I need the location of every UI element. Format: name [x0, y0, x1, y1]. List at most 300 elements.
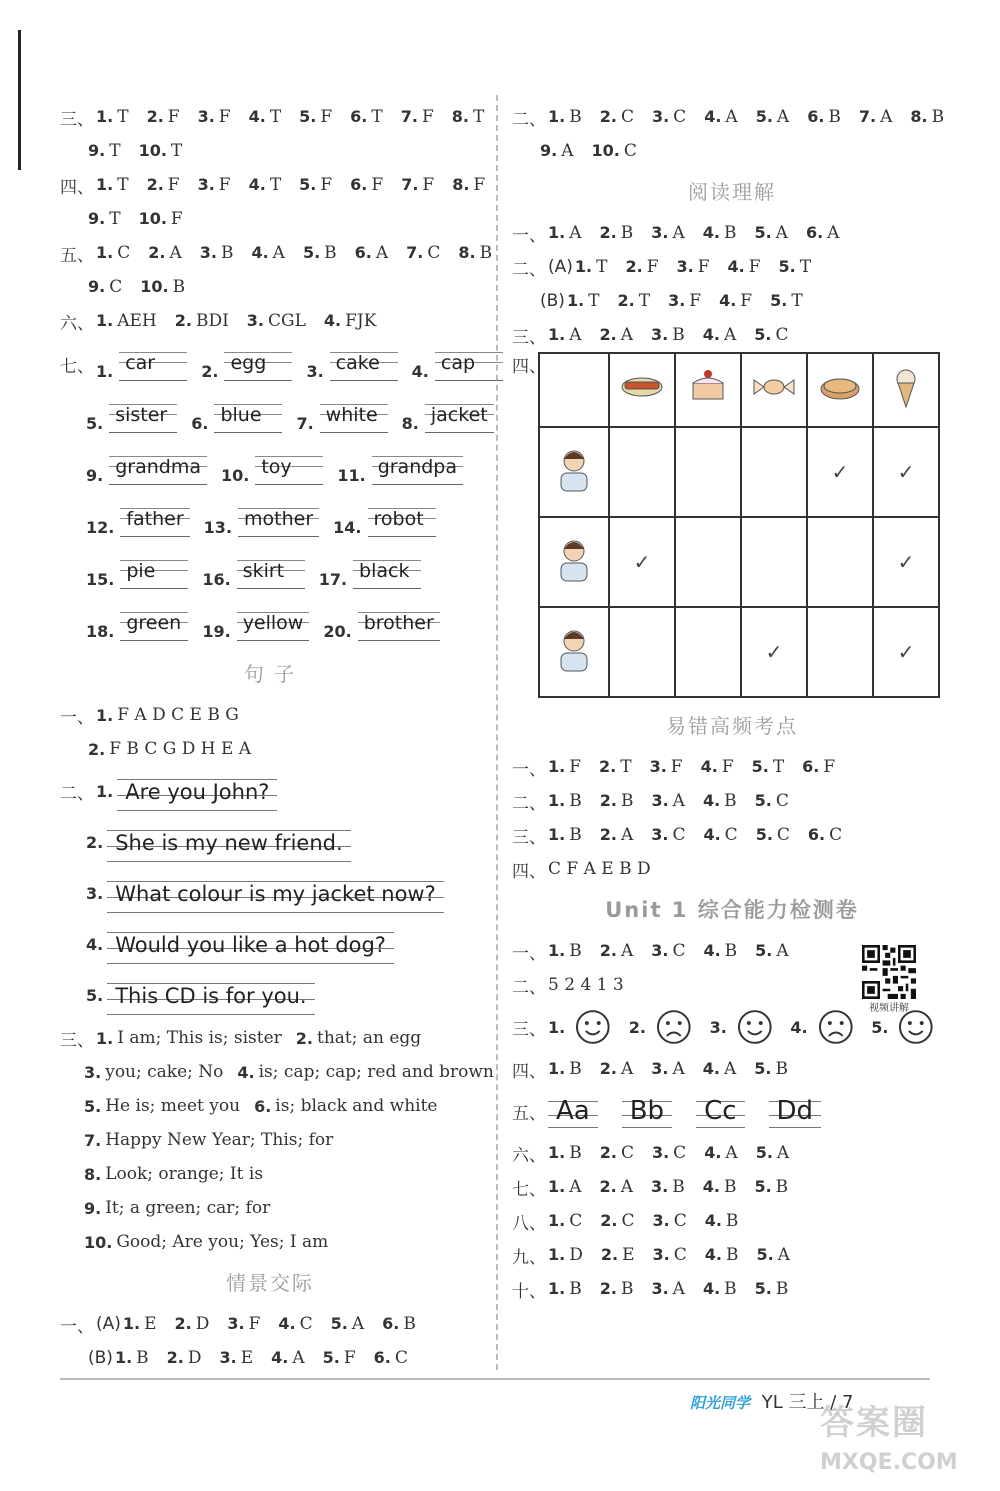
answer-item	[96, 243, 130, 263]
answer-item	[755, 791, 789, 811]
handwritten-word: cake	[330, 348, 398, 381]
item-answer: B	[725, 1211, 739, 1231]
handwriting-item	[201, 348, 292, 381]
item-answer: F	[170, 209, 183, 229]
item-number: 1.	[548, 1059, 566, 1078]
item-answer: B	[569, 791, 582, 811]
item-number: 9.	[540, 141, 558, 160]
answer-line	[512, 1170, 952, 1204]
item-number: 10.	[138, 209, 167, 228]
answer-item	[651, 941, 685, 961]
handwriting-row	[60, 442, 480, 494]
item-number: 5.	[86, 413, 104, 433]
item-number: 2.	[174, 311, 192, 330]
answer-item	[548, 1059, 582, 1079]
item-answer: A	[351, 1314, 365, 1334]
answer-item	[705, 1211, 739, 1231]
answer-item	[96, 175, 129, 195]
question-number: 四、	[512, 1061, 546, 1082]
candy-icon	[749, 365, 799, 411]
item-answer: A	[672, 223, 685, 243]
fill-row	[60, 1055, 494, 1089]
item-answer: T	[371, 107, 383, 127]
item-number: 3.	[219, 1348, 237, 1367]
item-number: 1.	[548, 107, 566, 126]
item-answer: B	[620, 223, 634, 243]
answer-item	[651, 825, 685, 845]
item-answer: A	[569, 223, 582, 243]
answer-item	[323, 1348, 356, 1368]
item-answer: A	[672, 1059, 685, 1079]
answer-item	[651, 325, 685, 345]
item-answer: C F A E B D	[548, 859, 651, 879]
answer-item	[752, 757, 785, 777]
item-answer: B	[723, 223, 737, 243]
item-answer: C	[427, 243, 441, 263]
fill-answer: Look; orange; It is	[105, 1164, 264, 1184]
item-number: 1.	[566, 291, 585, 310]
item-answer: F	[670, 757, 683, 777]
grid-cell	[873, 427, 939, 517]
answer-item	[350, 175, 383, 195]
answer-item	[651, 1177, 685, 1197]
food-preference-grid	[538, 352, 940, 698]
answer-item	[331, 1314, 365, 1334]
item-answer: C	[673, 1143, 687, 1163]
item-number: 6.	[191, 413, 209, 433]
answer-item	[807, 107, 841, 127]
item-number: 3.	[651, 825, 669, 844]
grid-cell	[675, 607, 741, 697]
answer-item	[754, 1177, 788, 1197]
watermark-text: 答案圈	[820, 1403, 928, 1443]
answer-item	[701, 757, 734, 777]
answer-item	[198, 175, 231, 195]
handwriting-row	[60, 338, 480, 390]
answer-item	[382, 1314, 416, 1334]
item-number: 9.	[88, 141, 106, 160]
item-number: 1.	[96, 107, 114, 126]
answer-item	[251, 243, 285, 263]
check-mark-icon: ✓	[633, 550, 651, 574]
handwritten-word: black	[353, 556, 421, 589]
item-number: 1.	[96, 782, 114, 801]
item-number: 4.	[704, 1143, 722, 1162]
item-answer: F	[748, 257, 761, 277]
item-number: 2.	[599, 1059, 617, 1078]
item-number: 3.	[652, 1245, 670, 1264]
item-answer: C	[394, 1348, 408, 1368]
handwriting-item	[191, 400, 282, 433]
answer-item	[719, 291, 752, 311]
grid-corner-cell	[539, 353, 609, 427]
answer-item	[600, 325, 634, 345]
answer-item	[600, 1211, 634, 1231]
item-number: 2.	[599, 223, 617, 242]
answer-item	[756, 825, 790, 845]
item-number: 5.	[754, 791, 772, 810]
item-answer: B	[620, 791, 634, 811]
answer-item	[401, 175, 434, 195]
answer-item	[601, 1245, 635, 1265]
item-answer: B	[775, 1059, 788, 1079]
answer-item	[115, 1348, 149, 1368]
item-number: 1.	[114, 1348, 133, 1367]
answer-item	[703, 325, 737, 345]
item-number: 3.	[676, 257, 694, 276]
answer-item	[703, 791, 737, 811]
item-number: 2.	[600, 1245, 619, 1264]
item-number: 1.	[96, 705, 114, 725]
item-answer: A	[880, 107, 893, 127]
check-mark-icon: ✓	[897, 550, 915, 574]
item-number: 2.	[599, 791, 617, 810]
fill-row	[60, 1157, 480, 1191]
item-answer: A	[672, 1279, 685, 1299]
answer-line	[512, 1238, 952, 1272]
item-number: 1.	[96, 1028, 114, 1048]
answer-item	[651, 791, 685, 811]
answer-item	[859, 107, 893, 127]
answer-item	[754, 1059, 788, 1079]
item-answer: B	[569, 1143, 582, 1163]
answer-line	[60, 202, 480, 236]
boy-waving-icon	[549, 625, 599, 675]
item-number: 6.	[350, 175, 368, 194]
item-answer: F	[218, 175, 231, 195]
answer-item	[756, 1143, 790, 1163]
answer-item	[147, 107, 180, 127]
item-answer: C	[623, 141, 637, 161]
item-number: 4.	[704, 1211, 722, 1230]
answer-item	[96, 107, 129, 127]
item-answer: CGL	[268, 311, 306, 331]
happy-face-icon	[898, 1009, 934, 1045]
item-answer: A	[725, 107, 738, 127]
item-answer: A	[725, 1143, 738, 1163]
question-number: 二、	[512, 977, 546, 998]
item-answer: B	[403, 1314, 416, 1334]
right-column	[512, 100, 952, 1306]
cake-icon	[683, 365, 733, 411]
page-code: YL 三上 / 7	[761, 1392, 854, 1413]
handwriting-item	[86, 608, 188, 641]
section-title-unit-test: Unit 1 综合能力检测卷	[605, 898, 859, 922]
answer-item	[567, 291, 600, 311]
fill-row	[60, 1191, 480, 1225]
answer-item	[548, 1177, 582, 1197]
item-answer: A	[775, 223, 788, 243]
grid-cell	[609, 517, 675, 607]
handwritten-word: egg	[224, 348, 292, 381]
item-answer: A	[620, 825, 634, 845]
item-number: 8.	[910, 107, 928, 126]
item-number: 12.	[86, 517, 115, 537]
qr-code-block[interactable]	[862, 945, 916, 1014]
answer-item	[452, 107, 485, 127]
item-number: 1.	[96, 243, 114, 262]
item-answer: C	[724, 825, 738, 845]
item-answer: B	[569, 825, 582, 845]
answer-line	[512, 134, 952, 168]
fill-answer: Good; Are you; Yes; I am	[116, 1232, 329, 1252]
item-answer: BDI	[195, 311, 229, 331]
item-number: 4.	[411, 361, 429, 381]
item-answer: F	[248, 1314, 261, 1334]
handwriting-item	[204, 504, 319, 537]
item-number: 7.	[858, 107, 877, 126]
item-number: 6.	[254, 1096, 272, 1116]
item-number: 6.	[807, 825, 826, 844]
item-answer: F	[371, 175, 384, 195]
item-number: 6.	[802, 757, 820, 776]
answer-item	[548, 1279, 582, 1299]
item-answer: A	[620, 941, 634, 961]
item-number: 2.	[174, 1314, 192, 1333]
item-number: 1.	[548, 791, 566, 810]
item-number: 4.	[278, 1314, 296, 1333]
answer-item	[600, 1059, 634, 1079]
item-answer: A	[620, 1059, 634, 1079]
item-answer: A	[620, 325, 633, 345]
item-number: 1.	[548, 325, 566, 344]
item-answer: A	[776, 1143, 790, 1163]
item-answer: F	[697, 257, 710, 277]
sentence-row	[60, 970, 480, 1021]
fill-answer: Happy New Year; This; for	[105, 1130, 334, 1150]
answer-line	[512, 750, 952, 784]
item-number: 4.	[271, 1348, 289, 1367]
item-answer: FJK	[345, 311, 377, 331]
item-number: 4.	[703, 941, 721, 960]
question-number: 九、	[512, 1247, 546, 1268]
answer-item	[779, 257, 812, 277]
item-answer: C	[299, 1314, 313, 1334]
answer-item	[540, 141, 574, 161]
item-number: 4.	[702, 791, 721, 810]
answer-item	[625, 257, 658, 277]
part-prefix: (A)	[548, 257, 573, 277]
item-answer: AEH	[117, 311, 157, 331]
item-answer: B	[828, 107, 841, 127]
item-number: 4.	[702, 1279, 721, 1298]
item-number: 15.	[86, 569, 115, 589]
question-number: 三、	[512, 1019, 546, 1040]
answer-item	[401, 107, 434, 127]
handwritten-word: blue	[214, 400, 282, 433]
item-number: 1.	[96, 311, 114, 330]
item-answer: A	[672, 791, 685, 811]
item-number: 6.	[807, 107, 825, 126]
item-number: 4.	[719, 291, 737, 310]
qr-caption: 视频讲解	[869, 1003, 909, 1014]
item-answer: B	[479, 243, 493, 263]
handwriting-item	[402, 400, 494, 433]
item-number: 6.	[382, 1314, 400, 1333]
item-answer: F	[823, 757, 836, 777]
item-answer: C	[620, 1143, 634, 1163]
item-number: 3.	[651, 791, 669, 810]
item-number: 8.	[458, 243, 476, 262]
question-number: 一、	[60, 1316, 94, 1337]
item-number: 3.	[668, 291, 686, 310]
answer-item	[650, 757, 683, 777]
boy-icon	[549, 535, 599, 585]
item-answer: B	[775, 1177, 789, 1197]
fill-answer: He is; meet you	[105, 1096, 241, 1116]
item-answer: F	[646, 257, 659, 277]
item-answer: E	[240, 1348, 254, 1368]
qr-code-icon[interactable]	[862, 945, 916, 999]
handwriting-item	[86, 452, 207, 485]
item-number: 8.	[451, 107, 469, 126]
answer-item	[299, 175, 332, 195]
pie-icon	[815, 365, 865, 411]
item-number: 1.	[548, 1177, 566, 1196]
handwritten-word: white	[320, 400, 388, 433]
answer-line	[512, 1136, 952, 1170]
fill-row	[60, 1089, 480, 1123]
item-number: 5.	[755, 941, 773, 960]
item-number: 1.	[548, 757, 566, 776]
answer-item	[703, 1059, 737, 1079]
grid-cell	[609, 427, 675, 517]
item-answer: T	[269, 175, 282, 195]
item-number: 2.	[628, 1017, 647, 1037]
answer-line	[512, 818, 952, 852]
item-answer: T	[620, 757, 632, 777]
item-number: 11.	[337, 465, 366, 485]
item-number: 4.	[727, 257, 745, 276]
item-answer: B	[724, 1279, 737, 1299]
answer-item	[350, 107, 383, 127]
grid-cell	[873, 607, 939, 697]
item-answer: E	[622, 1245, 635, 1265]
item-number: 4.	[703, 825, 721, 844]
item-number: 9.	[86, 465, 104, 485]
item-number: 3.	[651, 107, 670, 126]
question-number: 一、	[512, 943, 546, 964]
handwritten-word: grandma	[109, 452, 207, 485]
item-number: 8.	[401, 413, 419, 433]
item-answer: C	[829, 825, 843, 845]
handwriting-row	[60, 546, 480, 598]
answer-item	[175, 311, 229, 331]
item-answer: F A D C E B G	[117, 705, 239, 725]
answer-item	[600, 223, 634, 243]
part-prefix: (B)	[540, 291, 565, 311]
item-answer: A	[561, 141, 574, 161]
answer-item	[728, 257, 761, 277]
answer-item	[88, 141, 121, 161]
food-header-cell	[675, 353, 741, 427]
girl-icon	[549, 445, 599, 495]
answer-item	[653, 1245, 687, 1265]
answer-item	[374, 1348, 408, 1368]
answer-line	[60, 698, 480, 732]
handwritten-word: cap	[435, 348, 503, 381]
answer-line	[512, 1204, 952, 1238]
item-number: 16.	[202, 569, 231, 589]
item-number: 14.	[333, 517, 362, 537]
item-answer: B	[569, 1059, 582, 1079]
item-answer: A	[723, 1059, 737, 1079]
answer-line	[60, 732, 480, 766]
item-number: 2.	[599, 1177, 617, 1196]
item-number: 6.	[350, 107, 368, 126]
item-answer: T	[117, 107, 129, 127]
question-number: 八、	[512, 1213, 546, 1234]
item-answer: T	[799, 257, 812, 277]
item-answer: B	[672, 325, 685, 345]
answer-item	[247, 311, 306, 331]
item-number: 2.	[599, 1279, 617, 1298]
handwritten-word: toy	[255, 452, 323, 485]
item-answer: B	[620, 1279, 634, 1299]
item-number: 1.	[548, 941, 566, 960]
answer-item	[139, 209, 183, 229]
item-number: 4.	[323, 311, 342, 330]
item-number: 2.	[166, 1348, 184, 1367]
item-answer: A	[292, 1348, 305, 1368]
answer-line	[60, 304, 480, 338]
answer-item	[324, 311, 377, 331]
left-column	[60, 100, 494, 1375]
item-answer: C	[775, 791, 789, 811]
answer-item	[651, 1059, 685, 1079]
fill-answer: I am; This is; sister	[117, 1028, 282, 1048]
item-number: 3.	[306, 361, 324, 381]
site-watermark	[820, 1395, 958, 1475]
item-number: 17.	[318, 569, 348, 589]
item-answer: C	[109, 277, 123, 297]
answer-item	[548, 223, 582, 243]
column-divider	[496, 95, 498, 1370]
item-answer: A	[827, 223, 840, 243]
item-answer: F	[721, 757, 734, 777]
item-number: 5.	[84, 1096, 102, 1116]
item-number: 1.	[548, 1143, 566, 1162]
answer-item	[755, 1279, 789, 1299]
happy-face-icon	[575, 1009, 611, 1045]
item-number: 2.	[599, 757, 617, 776]
answer-item	[200, 243, 234, 263]
answer-item	[600, 1177, 634, 1197]
item-number: 5.	[755, 107, 773, 126]
item-answer: B	[672, 1177, 685, 1197]
handwritten-sentence: What colour is my jacket now?	[107, 875, 444, 913]
fill-row	[60, 1021, 480, 1055]
handwritten-word: pie	[120, 556, 188, 589]
handwriting-item	[221, 452, 323, 485]
item-number: 20.	[323, 621, 352, 641]
grid-cell	[675, 517, 741, 607]
item-answer: T	[170, 141, 183, 161]
answer-item	[652, 1211, 686, 1231]
item-number: 3.	[197, 175, 215, 194]
part-prefix: (B)	[88, 1348, 113, 1368]
item-number: 4.	[237, 1062, 255, 1082]
answer-item	[303, 243, 337, 263]
handwritten-word: father	[120, 504, 189, 537]
item-number: 5.	[751, 757, 769, 776]
grid-cell	[675, 427, 741, 517]
handwritten-letters: Dd	[769, 1093, 822, 1129]
answer-item	[548, 791, 582, 811]
item-number: 3.	[199, 243, 217, 262]
answer-item	[600, 1279, 634, 1299]
item-number: 5.	[322, 1348, 340, 1367]
